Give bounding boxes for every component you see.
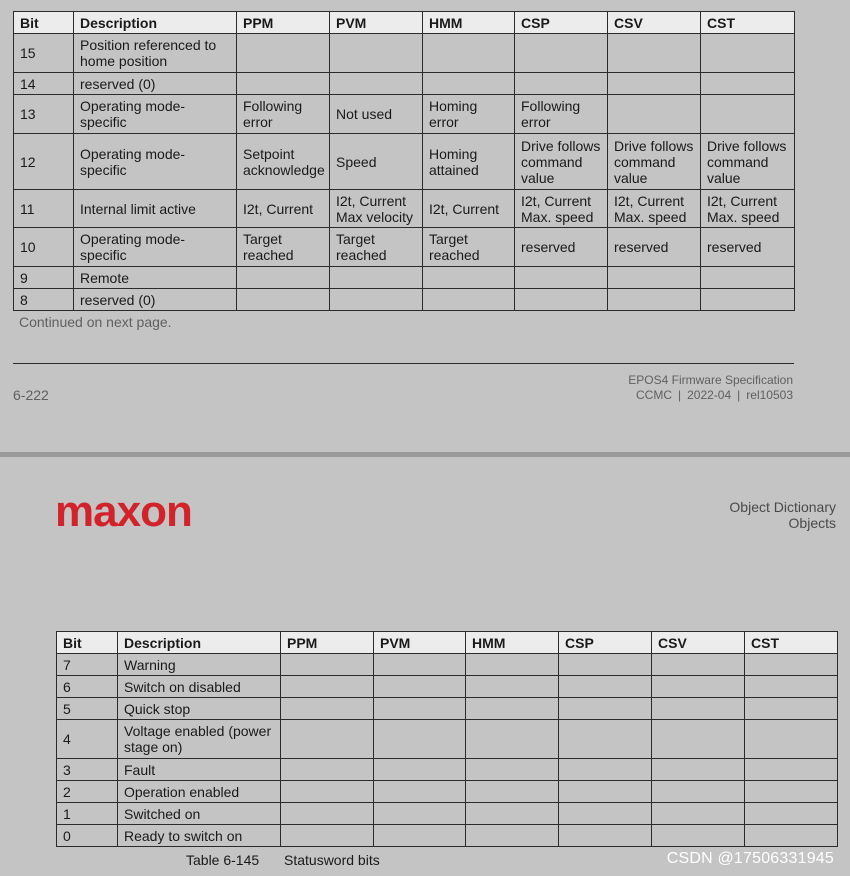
col-header-bit: Bit (14, 12, 74, 34)
cell-description: Fault (118, 759, 281, 781)
cell-description: Internal limit active (74, 190, 237, 228)
cell-ppm: Following error (237, 95, 330, 134)
watermark: CSDN @17506331945 (666, 850, 834, 867)
cell-empty (652, 781, 745, 803)
table-row (14, 267, 795, 289)
cell-empty (466, 759, 559, 781)
page-number: 6-222 (13, 387, 49, 403)
cell-description: Switch on disabled (118, 676, 281, 698)
cell-ppm: Target reached (237, 228, 330, 267)
cell-empty (281, 654, 374, 676)
cell-empty (466, 825, 559, 847)
cell-empty (281, 781, 374, 803)
footer-rule (13, 363, 794, 364)
cell-empty (466, 803, 559, 825)
cell-empty (559, 698, 652, 720)
cell-cst (701, 73, 795, 95)
cell-csp (515, 267, 608, 289)
cell-empty (745, 825, 838, 847)
cell-description: Operation enabled (118, 781, 281, 803)
cell-hmm (423, 267, 515, 289)
cell-csp: reserved (515, 228, 608, 267)
cell-empty (745, 720, 838, 759)
cell-empty (281, 720, 374, 759)
table-header-row (57, 632, 838, 654)
cell-cst (701, 267, 795, 289)
cell-empty (281, 698, 374, 720)
cell-bit: 3 (57, 759, 118, 781)
cell-description: Voltage enabled (power stage on) (118, 720, 281, 759)
table-row (14, 190, 795, 228)
cell-hmm: Homing error (423, 95, 515, 134)
cell-bit: 0 (57, 825, 118, 847)
col-header-description: Description (118, 632, 281, 654)
cell-empty (466, 781, 559, 803)
cell-bit: 6 (57, 676, 118, 698)
cell-pvm: I2t, Current Max velocity (330, 190, 423, 228)
cell-description: Operating mode-specific (74, 228, 237, 267)
col-header-pvm: PVM (330, 12, 423, 34)
cell-empty (466, 720, 559, 759)
cell-empty (281, 759, 374, 781)
cell-empty (281, 803, 374, 825)
page-header (729, 499, 836, 531)
footer-divider: | (737, 388, 741, 402)
cell-description: Ready to switch on (118, 825, 281, 847)
cell-csv: reserved (608, 228, 701, 267)
cell-bit: 2 (57, 781, 118, 803)
cell-csv (608, 95, 701, 134)
footer-info (628, 373, 793, 403)
cell-csv (608, 73, 701, 95)
table-row (57, 803, 838, 825)
col-header-hmm: HMM (423, 12, 515, 34)
cell-csp (515, 73, 608, 95)
cell-hmm: Homing attained (423, 134, 515, 190)
table-row (57, 720, 838, 759)
table-caption-number: Table 6-145 (186, 852, 260, 868)
cell-description: Operating mode-specific (74, 95, 237, 134)
cell-bit: 1 (57, 803, 118, 825)
footer-divider: | (677, 388, 682, 402)
cell-bit: 8 (14, 289, 74, 311)
cell-bit: 5 (57, 698, 118, 720)
table-row (57, 825, 838, 847)
cell-empty (281, 676, 374, 698)
cell-empty (652, 698, 745, 720)
cell-description: Operating mode-specific (74, 134, 237, 190)
cell-pvm: Not used (330, 95, 423, 134)
table-header-row (14, 12, 795, 34)
cell-bit: 9 (14, 267, 74, 289)
cell-csp: Drive follows command value (515, 134, 608, 190)
col-header-pvm: PVM (374, 632, 466, 654)
cell-description: reserved (0) (74, 289, 237, 311)
cell-empty (652, 720, 745, 759)
col-header-cst: CST (745, 632, 838, 654)
cell-description: Warning (118, 654, 281, 676)
cell-hmm (423, 73, 515, 95)
cell-description: reserved (0) (74, 73, 237, 95)
cell-empty (374, 781, 466, 803)
table-row (14, 134, 795, 190)
cell-description: Switched on (118, 803, 281, 825)
cell-ppm (237, 289, 330, 311)
cell-bit: 11 (14, 190, 74, 228)
cell-csv: Drive follows command value (608, 134, 701, 190)
footer-doc-title: EPOS4 Firmware Specification (628, 373, 793, 387)
cell-ppm (237, 34, 330, 73)
cell-empty (374, 759, 466, 781)
table-row (14, 289, 795, 311)
cell-csp (515, 34, 608, 73)
cell-csv (608, 267, 701, 289)
cell-hmm: I2t, Current (423, 190, 515, 228)
cell-csp: I2t, Current Max. speed (515, 190, 608, 228)
cell-cst: reserved (701, 228, 795, 267)
cell-empty (466, 654, 559, 676)
cell-cst (701, 95, 795, 134)
cell-csv: I2t, Current Max. speed (608, 190, 701, 228)
header-subsection: Objects (788, 515, 836, 531)
table-row (57, 698, 838, 720)
cell-cst: Drive follows command value (701, 134, 795, 190)
cell-empty (559, 720, 652, 759)
cell-pvm (330, 34, 423, 73)
cell-empty (374, 825, 466, 847)
cell-bit: 13 (14, 95, 74, 134)
cell-empty (745, 698, 838, 720)
cell-empty (652, 654, 745, 676)
cell-csp (515, 289, 608, 311)
cell-pvm (330, 267, 423, 289)
footer-company: CCMC (635, 388, 672, 402)
table-row (14, 73, 795, 95)
cell-empty (559, 654, 652, 676)
col-header-ppm: PPM (237, 12, 330, 34)
col-header-bit: Bit (57, 632, 118, 654)
col-header-ppm: PPM (281, 632, 374, 654)
cell-empty (374, 654, 466, 676)
cell-description: Remote (74, 267, 237, 289)
table-row (57, 654, 838, 676)
footer-date: 2022-04 (687, 388, 732, 402)
col-header-csv: CSV (652, 632, 745, 654)
cell-empty (559, 676, 652, 698)
cell-csp: Following error (515, 95, 608, 134)
table-row (57, 759, 838, 781)
cell-empty (652, 803, 745, 825)
cell-empty (374, 676, 466, 698)
table-row (57, 781, 838, 803)
cell-bit: 14 (14, 73, 74, 95)
cell-csv (608, 289, 701, 311)
maxon-logo: maxon (55, 487, 192, 536)
cell-cst (701, 34, 795, 73)
cell-csv (608, 34, 701, 73)
col-header-description: Description (74, 12, 237, 34)
cell-hmm (423, 34, 515, 73)
cell-bit: 15 (14, 34, 74, 73)
cell-empty (374, 803, 466, 825)
cell-empty (374, 720, 466, 759)
cell-bit: 7 (57, 654, 118, 676)
header-section: Object Dictionary (729, 499, 836, 515)
cell-empty (559, 781, 652, 803)
cell-empty (374, 698, 466, 720)
continued-note: Continued on next page. (19, 314, 172, 330)
table-row (14, 95, 795, 134)
cell-empty (652, 759, 745, 781)
cell-empty (745, 759, 838, 781)
cell-description: Quick stop (118, 698, 281, 720)
table-row (57, 676, 838, 698)
cell-cst: I2t, Current Max. speed (701, 190, 795, 228)
cell-bit: 4 (57, 720, 118, 759)
cell-empty (745, 781, 838, 803)
cell-empty (745, 654, 838, 676)
cell-empty (559, 803, 652, 825)
col-header-hmm: HMM (466, 632, 559, 654)
cell-ppm (237, 73, 330, 95)
cell-ppm: Setpoint acknowledge (237, 134, 330, 190)
col-header-csv: CSV (608, 12, 701, 34)
cell-pvm: Speed (330, 134, 423, 190)
cell-pvm (330, 289, 423, 311)
cell-ppm (237, 267, 330, 289)
cell-cst (701, 289, 795, 311)
cell-description: Position referenced to home position (74, 34, 237, 73)
cell-empty (466, 676, 559, 698)
col-header-cst: CST (701, 12, 795, 34)
cell-empty (559, 759, 652, 781)
cell-hmm: Target reached (423, 228, 515, 267)
cell-empty (466, 698, 559, 720)
table-row (14, 34, 795, 73)
col-header-csp: CSP (515, 12, 608, 34)
cell-empty (745, 676, 838, 698)
footer-release: rel10503 (746, 388, 793, 402)
cell-empty (652, 825, 745, 847)
cell-pvm: Target reached (330, 228, 423, 267)
cell-empty (745, 803, 838, 825)
cell-bit: 12 (14, 134, 74, 190)
cell-empty (559, 825, 652, 847)
cell-empty (652, 676, 745, 698)
statusword-table-top (13, 11, 795, 311)
cell-empty (281, 825, 374, 847)
cell-pvm (330, 73, 423, 95)
statusword-table-bottom (56, 631, 838, 847)
col-header-csp: CSP (559, 632, 652, 654)
cell-bit: 10 (14, 228, 74, 267)
footer-meta (628, 388, 793, 403)
cell-ppm: I2t, Current (237, 190, 330, 228)
table-row (14, 228, 795, 267)
table-caption-title: Statusword bits (284, 852, 380, 868)
cell-hmm (423, 289, 515, 311)
